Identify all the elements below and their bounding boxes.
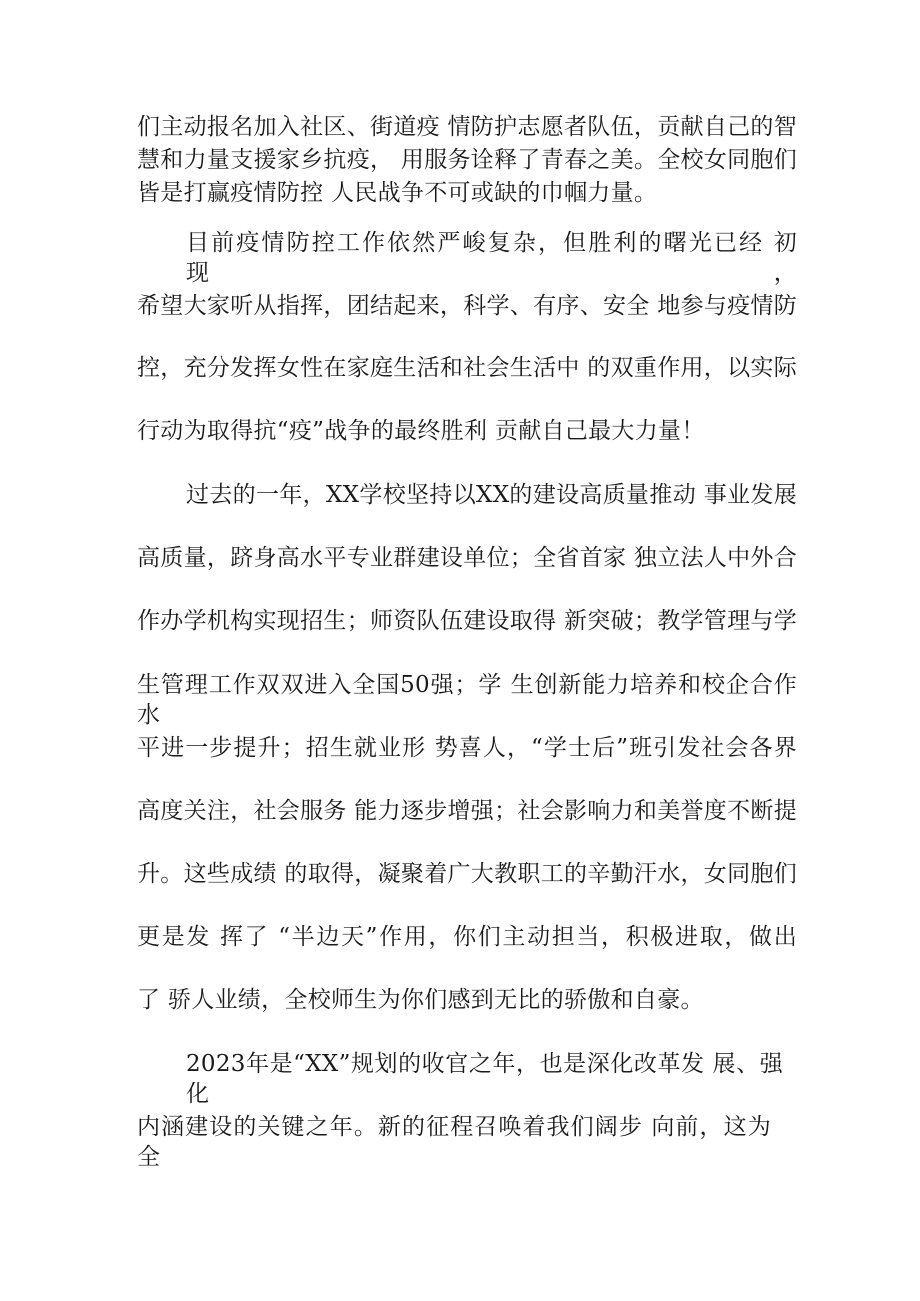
p3-line-3: 作办学机构实现招生；师资队伍建设取得 新突破；教学管理与学 [137, 608, 798, 634]
p3-line-9: 了 骄人业绩，全校师生为你们感到无比的骄傲和自豪。 [137, 987, 704, 1013]
p1-line-2: 慧和力量支援家乡抗疫， 用服务诠释了青春之美。全校女同胞们 [137, 147, 798, 173]
p3-line-8: 更是发 挥了 “半边天”作用，你们主动担当，积极进取，做出 [137, 924, 797, 950]
p3-line-7: 升。这些成绩 的取得，凝聚着广大教职工的辛勤汗水，女同胞们 [137, 861, 798, 887]
p4-line-2: 内涵建设的关键之年。新的征程召唤着我们阔步 向前，这为全 [137, 1114, 771, 1170]
p3-line-2: 高质量，跻身高水平专业群建设单位；全省首家 独立法人中外合 [137, 545, 798, 571]
p2-line-4: 行动为取得抗“疫”战争的最终胜利 贡献自己最大力量！ [137, 418, 705, 444]
p2-line-2: 希望大家听从指挥，团结起来，科学、有序、安全 地参与疫情防 [137, 293, 798, 319]
p1-line-3: 皆是打赢疫情防控 人民战争不可或缺的巾帼力量。 [137, 180, 658, 206]
p3-line-4: 生管理工作双双进入全国50强；学 生创新能力培养和校企合作水 [137, 672, 797, 728]
p1-line-1: 们主动报名加入社区、街道疫 情防护志愿者队伍，贡献自己的智 [137, 114, 798, 140]
p2-line-1: 目前疫情防控工作依然严峻复杂，但胜利的曙光已经 初现， [186, 230, 797, 286]
p3-line-5: 平进一步提升；招生就业形 势喜人，“学士后”班引发社会各界 [137, 735, 797, 761]
p3-line-6: 高度关注，社会服务 能力逐步增强；社会影响力和美誉度不断提 [137, 798, 798, 824]
p2-line-3: 控，充分发挥女性在家庭生活和社会生活中 的双重作用，以实际 [137, 355, 798, 381]
p3-line-1: 过去的一年，XX学校坚持以XX的建设高质量推动 事业发展 [186, 482, 797, 508]
p4-line-1: 2023年是“XX”规划的收官之年，也是深化改革发 展、强化 [186, 1051, 783, 1107]
